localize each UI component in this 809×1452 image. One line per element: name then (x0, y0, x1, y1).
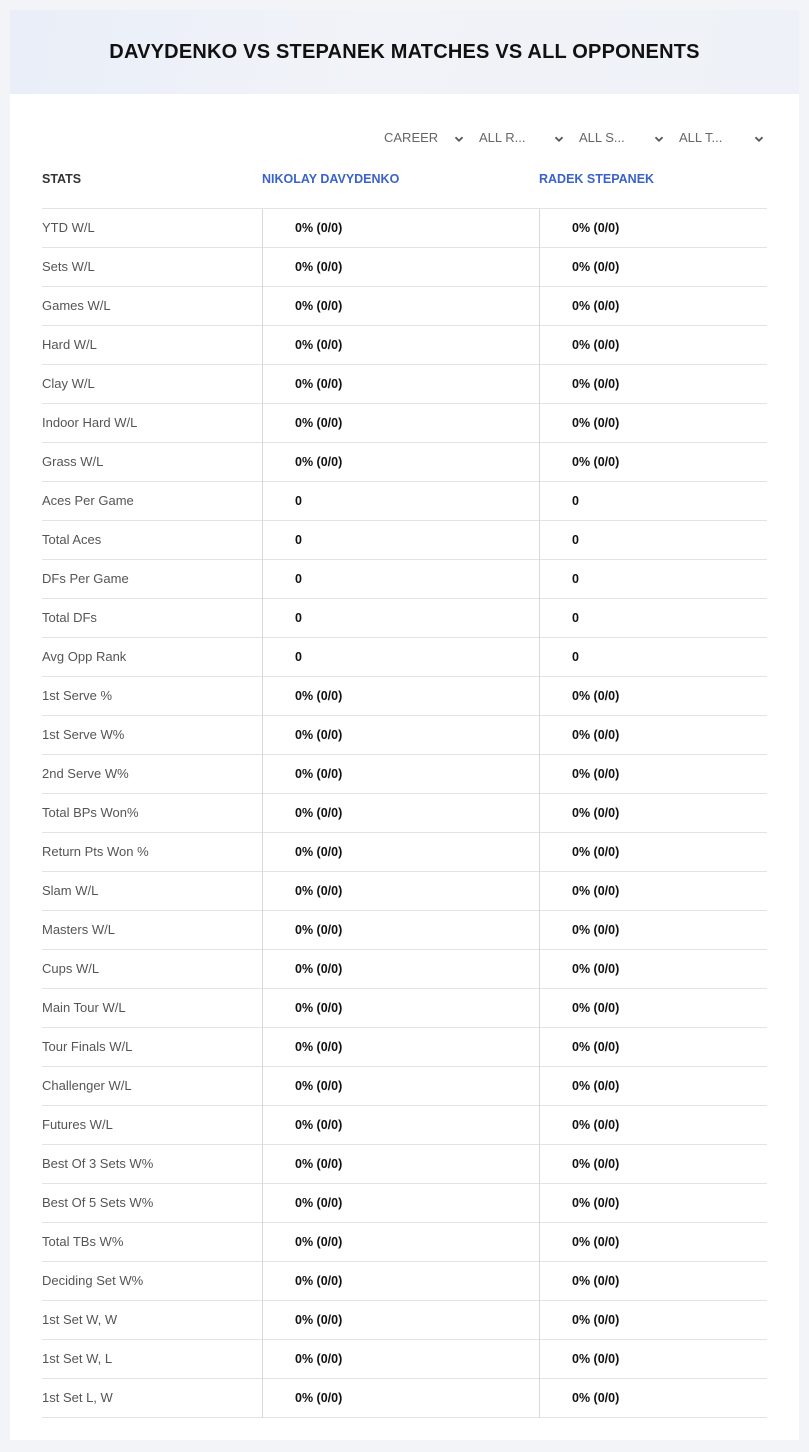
chevron-down-icon (654, 132, 664, 142)
player1-stat-value: 0 (295, 494, 302, 508)
table-row (42, 1262, 767, 1301)
player1-stat-value: 0% (0/0) (295, 767, 343, 781)
player2-stat-value: 0% (0/0) (572, 1352, 620, 1366)
player1-stat-value: 0% (0/0) (295, 299, 343, 313)
stat-label: YTD W/L (42, 220, 95, 235)
table-row (42, 911, 767, 950)
player2-stat-value: 0% (0/0) (572, 1391, 620, 1405)
stat-label: Hard W/L (42, 337, 97, 352)
stat-label: Slam W/L (42, 883, 99, 898)
stat-label: Best Of 3 Sets W% (42, 1156, 154, 1171)
player2-stat-value: 0% (0/0) (572, 1001, 620, 1015)
player1-stat-value: 0% (0/0) (295, 1391, 343, 1405)
player2-stat-value: 0% (0/0) (572, 689, 620, 703)
player2-stat-value: 0% (0/0) (572, 455, 620, 469)
player2-stat-value: 0% (0/0) (572, 338, 620, 352)
player2-stat-value: 0% (0/0) (572, 962, 620, 976)
table-row (42, 248, 767, 287)
player2-stat-value: 0% (0/0) (572, 1040, 620, 1054)
player2-stat-value: 0% (0/0) (572, 416, 620, 430)
player2-stat-value: 0% (0/0) (572, 1118, 620, 1132)
player1-stat-value: 0% (0/0) (295, 923, 343, 937)
table-row (42, 716, 767, 755)
stats-table (42, 160, 767, 1418)
table-row (42, 950, 767, 989)
stat-label: Total DFs (42, 610, 97, 625)
player2-stat-value: 0% (0/0) (572, 1274, 620, 1288)
page-header (10, 10, 799, 94)
player1-stat-value: 0 (295, 533, 302, 547)
table-row (42, 521, 767, 560)
player1-stat-value: 0% (0/0) (295, 1274, 343, 1288)
stat-label: Aces Per Game (42, 493, 134, 508)
player2-stat-value: 0 (572, 572, 579, 586)
player1-stat-value: 0% (0/0) (295, 338, 343, 352)
table-row (42, 989, 767, 1028)
stat-label: Sets W/L (42, 259, 95, 274)
stat-label: Total TBs W% (42, 1234, 124, 1249)
player2-stat-value: 0% (0/0) (572, 923, 620, 937)
player1-stat-value: 0% (0/0) (295, 1313, 343, 1327)
player1-stat-value: 0% (0/0) (295, 1001, 343, 1015)
table-row (42, 1223, 767, 1262)
stat-label: Best Of 5 Sets W% (42, 1195, 154, 1210)
table-row (42, 677, 767, 716)
player1-stat-value: 0% (0/0) (295, 962, 343, 976)
table-row (42, 1301, 767, 1340)
stat-label: DFs Per Game (42, 571, 129, 586)
stat-label: Avg Opp Rank (42, 649, 127, 664)
stat-label: Masters W/L (42, 922, 115, 937)
player2-stat-value: 0% (0/0) (572, 1313, 620, 1327)
player2-name-link[interactable]: RADEK STEPANEK (539, 172, 655, 186)
stat-label: Return Pts Won % (42, 844, 149, 859)
player1-stat-value: 0% (0/0) (295, 1196, 343, 1210)
player1-stat-value: 0% (0/0) (295, 884, 343, 898)
player2-stat-value: 0% (0/0) (572, 1235, 620, 1249)
player1-stat-value: 0% (0/0) (295, 416, 343, 430)
stat-label: Clay W/L (42, 376, 95, 391)
column-header-stats: STATS (42, 172, 82, 186)
stat-label: 2nd Serve W% (42, 766, 129, 781)
player2-stat-value: 0% (0/0) (572, 299, 620, 313)
table-row (42, 1340, 767, 1379)
table-row (42, 599, 767, 638)
table-body (42, 209, 767, 1418)
table-row (42, 1028, 767, 1067)
table-row (42, 404, 767, 443)
stat-label: Main Tour W/L (42, 1000, 126, 1015)
stat-label: 1st Set L, W (42, 1390, 113, 1405)
chevron-down-icon (454, 132, 464, 142)
page-title: DAVYDENKO VS STEPANEK MATCHES VS ALL OPPONENTS (109, 40, 700, 63)
player1-stat-value: 0 (295, 611, 302, 625)
player1-stat-value: 0% (0/0) (295, 1040, 343, 1054)
stats-card (10, 10, 799, 1440)
stat-label: Total Aces (42, 532, 102, 547)
column-divider (539, 209, 540, 1418)
table-row (42, 1067, 767, 1106)
column-divider (262, 209, 263, 1418)
player2-stat-value: 0% (0/0) (572, 1196, 620, 1210)
player1-stat-value: 0% (0/0) (295, 806, 343, 820)
player1-stat-value: 0% (0/0) (295, 1118, 343, 1132)
player2-stat-value: 0% (0/0) (572, 1157, 620, 1171)
player2-stat-value: 0 (572, 611, 579, 625)
player2-stat-value: 0 (572, 533, 579, 547)
stat-label: 1st Set W, W (42, 1312, 118, 1327)
player1-stat-value: 0% (0/0) (295, 455, 343, 469)
player1-stat-value: 0% (0/0) (295, 260, 343, 274)
player1-stat-value: 0% (0/0) (295, 845, 343, 859)
filter-tournament-label: ALL T... (679, 129, 723, 145)
player1-name-link[interactable]: NIKOLAY DAVYDENKO (262, 172, 400, 186)
player2-stat-value: 0% (0/0) (572, 260, 620, 274)
stat-label: Challenger W/L (42, 1078, 132, 1093)
player1-stat-value: 0% (0/0) (295, 689, 343, 703)
player2-stat-value: 0% (0/0) (572, 806, 620, 820)
table-row (42, 1145, 767, 1184)
table-row (42, 872, 767, 911)
player2-stat-value: 0% (0/0) (572, 767, 620, 781)
player2-stat-value: 0% (0/0) (572, 377, 620, 391)
table-header (42, 160, 767, 209)
stat-label: 1st Set W, L (42, 1351, 113, 1366)
table-row (42, 1106, 767, 1145)
player2-stat-value: 0% (0/0) (572, 221, 620, 235)
filter-bar (10, 126, 799, 148)
filter-round-select[interactable] (479, 126, 564, 148)
player2-stat-value: 0% (0/0) (572, 884, 620, 898)
player1-stat-value: 0% (0/0) (295, 221, 343, 235)
stat-label: Deciding Set W% (42, 1273, 144, 1288)
stat-label: 1st Serve % (42, 688, 113, 703)
player1-stat-value: 0% (0/0) (295, 1352, 343, 1366)
player2-stat-value: 0 (572, 650, 579, 664)
stat-label: Indoor Hard W/L (42, 415, 138, 430)
table-row (42, 1379, 767, 1418)
stat-label: Grass W/L (42, 454, 104, 469)
player2-stat-value: 0% (0/0) (572, 845, 620, 859)
player1-stat-value: 0% (0/0) (295, 1157, 343, 1171)
chevron-down-icon (754, 132, 764, 142)
player1-stat-value: 0 (295, 650, 302, 664)
player1-stat-value: 0% (0/0) (295, 377, 343, 391)
table-row (42, 365, 767, 404)
table-row (42, 326, 767, 365)
stat-label: Tour Finals W/L (42, 1039, 133, 1054)
filter-round-label: ALL R... (479, 129, 526, 145)
table-row (42, 755, 767, 794)
player1-stat-value: 0% (0/0) (295, 728, 343, 742)
table-row (42, 1184, 767, 1223)
filter-surface-label: ALL S... (579, 129, 625, 145)
player2-stat-value: 0 (572, 494, 579, 508)
filter-tournament-select[interactable] (679, 126, 764, 148)
table-row (42, 794, 767, 833)
player1-stat-value: 0% (0/0) (295, 1235, 343, 1249)
player1-stat-value: 0 (295, 572, 302, 586)
stat-label: Cups W/L (42, 961, 100, 976)
table-row (42, 560, 767, 599)
filter-surface-select[interactable] (579, 126, 664, 148)
stat-label: Futures W/L (42, 1117, 113, 1132)
player2-stat-value: 0% (0/0) (572, 1079, 620, 1093)
table-row (42, 482, 767, 521)
player2-stat-value: 0% (0/0) (572, 728, 620, 742)
table-row (42, 287, 767, 326)
table-row (42, 833, 767, 872)
filter-period-label: CAREER (384, 129, 439, 145)
stat-label: 1st Serve W% (42, 727, 125, 742)
table-row (42, 443, 767, 482)
stat-label: Total BPs Won% (42, 805, 139, 820)
chevron-down-icon (554, 132, 564, 142)
filter-period-select[interactable] (384, 126, 464, 148)
table-row (42, 638, 767, 677)
stat-label: Games W/L (42, 298, 111, 313)
table-row (42, 209, 767, 248)
player1-stat-value: 0% (0/0) (295, 1079, 343, 1093)
